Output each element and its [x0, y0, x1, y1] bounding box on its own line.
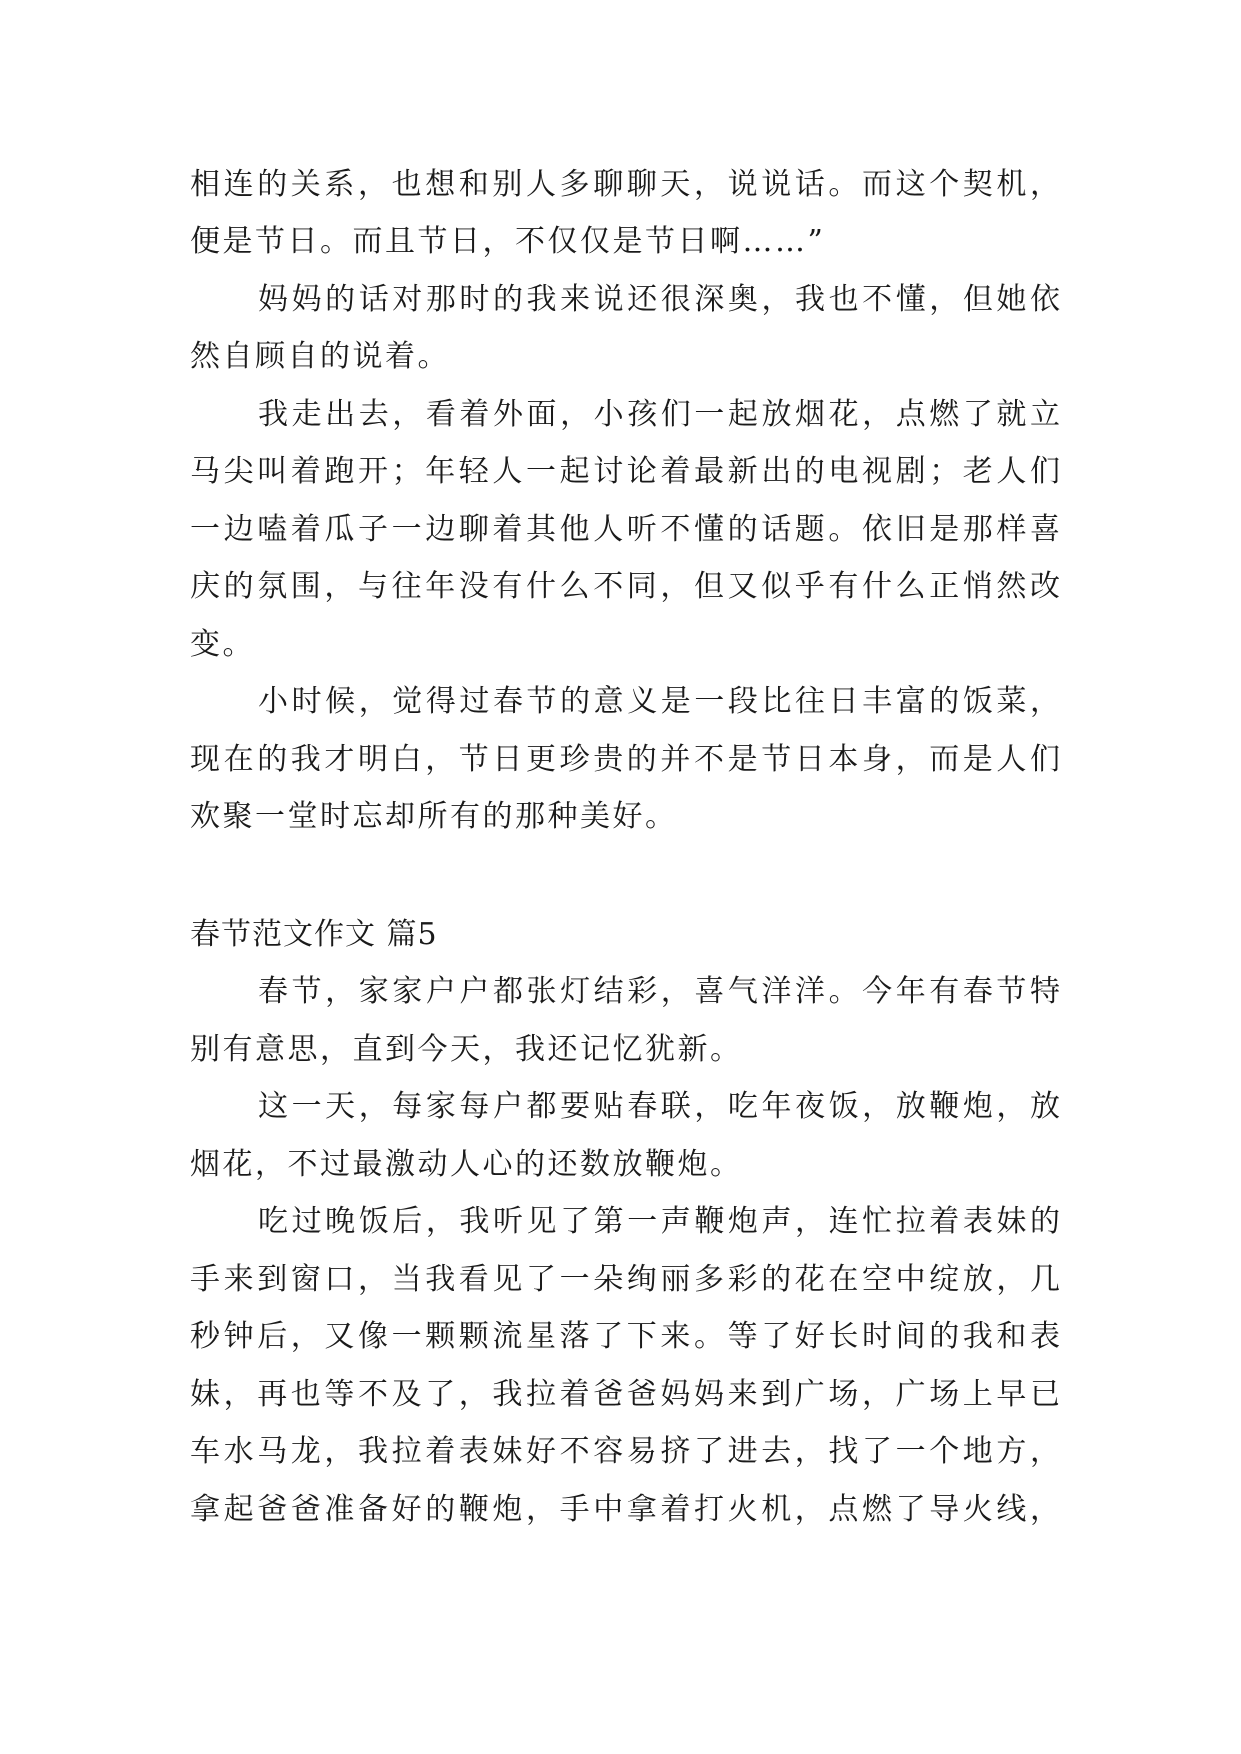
- text-line: 相连的关系，也想和别人多聊聊天，说说话。而这个契机，: [190, 167, 1060, 202]
- text-line: 现在的我才明白，节日更珍贵的并不是节日本身，而是人们: [190, 742, 1060, 777]
- text-line: 小时候，觉得过春节的意义是一段比往日丰富的饭菜，: [258, 684, 1060, 719]
- text-line: 变。: [190, 627, 255, 662]
- text-line: 庆的氛围，与往年没有什么不同，但又似乎有什么正悄然改: [190, 569, 1060, 604]
- text-line: 拿起爸爸准备好的鞭炮，手中拿着打火机，点燃了导火线，: [190, 1492, 1060, 1527]
- section-heading: 春节范文作文 篇5: [190, 917, 438, 952]
- text-line: 我走出去，看着外面，小孩们一起放烟花，点燃了就立: [258, 397, 1060, 432]
- text-line: 马尖叫着跑开；年轻人一起讨论着最新出的电视剧；老人们: [190, 454, 1060, 489]
- text-line: 手来到窗口，当我看见了一朵绚丽多彩的花在空中绽放，几: [190, 1262, 1060, 1297]
- text-line: 一边嗑着瓜子一边聊着其他人听不懂的话题。依旧是那样喜: [190, 512, 1060, 547]
- text-line: 这一天，每家每户都要贴春联，吃年夜饭，放鞭炮，放: [258, 1089, 1060, 1124]
- text-line: 别有意思，直到今天，我还记忆犹新。: [190, 1032, 743, 1067]
- text-line: 吃过晚饭后，我听见了第一声鞭炮声，连忙拉着表妹的: [258, 1204, 1060, 1239]
- text-line: 车水马龙，我拉着表妹好不容易挤了进去，找了一个地方，: [190, 1434, 1060, 1469]
- text-line: 妈妈的话对那时的我来说还很深奥，我也不懂，但她依: [258, 282, 1060, 317]
- text-line: 妹，再也等不及了，我拉着爸爸妈妈来到广场，广场上早已: [190, 1377, 1060, 1412]
- text-line: 便是节日。而且节日，不仅仅是节日啊……”: [190, 224, 826, 259]
- text-line: 欢聚一堂时忘却所有的那种美好。: [190, 799, 678, 834]
- text-line: 烟花，不过最激动人心的还数放鞭炮。: [190, 1147, 743, 1182]
- text-line: 然自顾自的说着。: [190, 339, 450, 374]
- text-line: 春节，家家户户都张灯结彩，喜气洋洋。今年有春节特: [258, 974, 1060, 1009]
- text-line: 秒钟后，又像一颗颗流星落了下来。等了好长时间的我和表: [190, 1319, 1060, 1354]
